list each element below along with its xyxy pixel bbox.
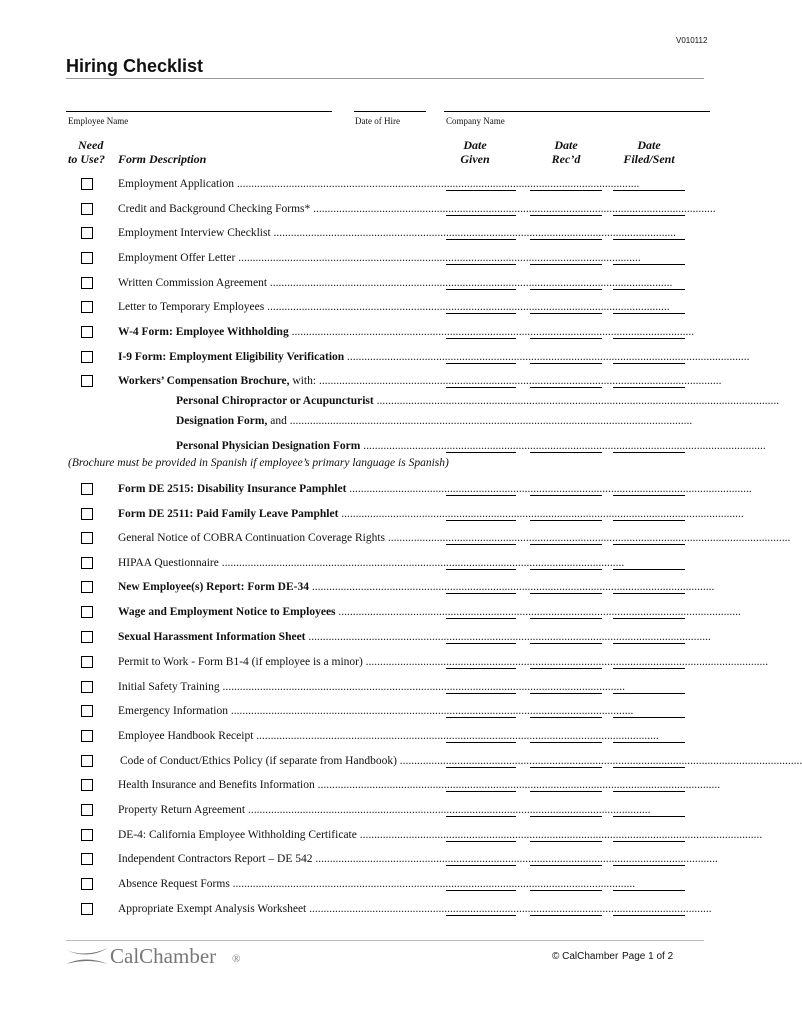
form-name: Independent Contractors Report – DE 542 <box>118 853 313 865</box>
form-name: Personal Chiropractor or Acupuncturist <box>176 395 374 407</box>
form-name: Workers’ Compensation Brochure, <box>118 375 290 387</box>
date-received-field[interactable] <box>530 569 602 570</box>
date-given-field[interactable] <box>446 593 516 594</box>
date-given-field[interactable] <box>446 338 516 339</box>
form-name: Designation Form, <box>176 415 268 427</box>
form-name: HIPAA Questionnaire <box>118 557 219 569</box>
date-filed-field[interactable] <box>613 313 685 314</box>
form-description: Absence Request Forms ............................................................................................................................................ <box>118 878 636 890</box>
form-description: W-4 Form: Employee Withholding ............................................................................................................................................ <box>118 326 695 338</box>
brochure-note: (Brochure must be provided in Spanish if employee’s primary language is Spanish) <box>68 457 449 469</box>
date-given-field[interactable] <box>446 495 516 496</box>
checklist-row <box>0 392 780 412</box>
form-name: New Employee(s) Report: Form DE-34 <box>118 581 309 593</box>
date-received-field[interactable] <box>530 495 602 496</box>
header-date-recd-1: Date <box>554 138 578 152</box>
form-name: Letter to Temporary Employees <box>118 301 265 313</box>
checklist-row <box>0 412 770 432</box>
date-received-field[interactable] <box>530 742 602 743</box>
date-received-field[interactable] <box>530 791 602 792</box>
checklist-row <box>0 727 770 747</box>
checklist-row <box>0 505 770 525</box>
checklist-row <box>0 554 770 574</box>
need-checkbox[interactable] <box>81 878 93 890</box>
checklist-row <box>0 274 770 294</box>
form-description: Code of Conduct/Ethics Policy (if separate from Handbook) ............................................................................................................................................ <box>120 755 802 767</box>
title-divider <box>66 78 704 79</box>
checklist-row <box>0 752 802 772</box>
date-received-field[interactable] <box>530 643 602 644</box>
form-description: Form DE 2515: Disability Insurance Pamphlet ............................................................................................................................................ <box>118 483 752 495</box>
header-form-description: Form Description <box>118 152 207 166</box>
company-name-field[interactable] <box>444 111 710 112</box>
date-received-field[interactable] <box>530 816 602 817</box>
need-checkbox[interactable] <box>81 532 93 544</box>
form-description: DE-4: California Employee Withholding Certificate ............................................................................................................................................ <box>118 829 763 841</box>
form-description: New Employee(s) Report: Form DE-34 ............................................................................................................................................ <box>118 581 715 593</box>
form-name: Form DE 2515: Disability Insurance Pamphlet <box>118 483 347 495</box>
need-checkbox[interactable] <box>81 606 93 618</box>
date-given-field[interactable] <box>446 264 516 265</box>
checklist-row <box>0 678 770 698</box>
date-filed-field[interactable] <box>613 495 685 496</box>
date-received-field[interactable] <box>530 387 602 388</box>
date-filed-field[interactable] <box>613 215 685 216</box>
date-filed-field[interactable] <box>613 520 685 521</box>
date-filed-field[interactable] <box>613 791 685 792</box>
date-filed-field[interactable] <box>613 239 685 240</box>
employee-name-field[interactable] <box>66 111 332 112</box>
date-received-field[interactable] <box>530 717 602 718</box>
date-received-field[interactable] <box>530 841 602 842</box>
date-filed-field[interactable] <box>613 742 685 743</box>
form-description: Appropriate Exempt Analysis Worksheet ............................................................................................................................................ <box>118 903 712 915</box>
date-filed-field[interactable] <box>613 693 685 694</box>
form-description: Independent Contractors Report – DE 542 ............................................................................................................................................ <box>118 853 718 865</box>
date-filed-field[interactable] <box>613 816 685 817</box>
date-given-field[interactable] <box>446 569 516 570</box>
date-received-field[interactable] <box>530 289 602 290</box>
need-checkbox[interactable] <box>81 351 93 363</box>
need-checkbox[interactable] <box>81 277 93 289</box>
date-given-field[interactable] <box>446 618 516 619</box>
form-description: General Notice of COBRA Continuation Coverage Rights ............................................................................................................................................ <box>118 532 791 544</box>
checklist-row <box>0 372 770 392</box>
page-number: Page 1 of 2 <box>622 951 674 962</box>
form-name: Wage and Employment Notice to Employees <box>118 606 336 618</box>
copyright-text: © CalChamber <box>552 951 619 962</box>
form-name: DE-4: California Employee Withholding Certificate <box>118 829 357 841</box>
date-given-field[interactable] <box>446 816 516 817</box>
form-description: I-9 Form: Employment Eligibility Verification ............................................................................................................................................ <box>118 351 750 363</box>
date-received-field[interactable] <box>530 190 602 191</box>
header-date-filed-2: Filed/Sent <box>623 152 675 166</box>
checklist-row <box>0 875 770 895</box>
date-given-field[interactable] <box>446 289 516 290</box>
date-given-field[interactable] <box>446 791 516 792</box>
need-checkbox[interactable] <box>81 730 93 742</box>
need-checkbox[interactable] <box>81 301 93 313</box>
checklist-row <box>0 603 770 623</box>
checklist-row <box>0 323 770 343</box>
need-checkbox[interactable] <box>81 853 93 865</box>
date-given-field[interactable] <box>446 313 516 314</box>
need-checkbox[interactable] <box>81 631 93 643</box>
form-name: W-4 Form: Employee Withholding <box>118 326 289 338</box>
form-description: Employment Application ............................................................................................................................................ <box>118 178 640 190</box>
form-name: Employee Handbook Receipt <box>118 730 254 742</box>
form-description: Letter to Temporary Employees ............................................................................................................................................ <box>118 301 670 313</box>
form-description: Designation Form, and ............................................................................................................................................ <box>176 415 693 427</box>
form-name-suffix: and <box>267 415 287 427</box>
checklist-row <box>0 224 770 244</box>
form-name: Code of Conduct/Ethics Policy (if separate from Handbook) <box>120 755 397 767</box>
version-code: V010112 <box>676 36 708 45</box>
form-name: Appropriate Exempt Analysis Worksheet <box>118 903 307 915</box>
need-checkbox[interactable] <box>81 656 93 668</box>
date-received-field[interactable] <box>530 865 602 866</box>
checklist-row <box>0 200 770 220</box>
need-checkbox[interactable] <box>81 804 93 816</box>
date-received-field[interactable] <box>530 363 602 364</box>
date-received-field[interactable] <box>530 668 602 669</box>
checklist-row <box>0 628 770 648</box>
form-name: Initial Safety Training <box>118 681 220 693</box>
form-name: Sexual Harassment Information Sheet <box>118 631 306 643</box>
date-filed-field[interactable] <box>613 890 685 891</box>
checklist-row <box>0 578 770 598</box>
form-description: Form DE 2511: Paid Family Leave Pamphlet ............................................................................................................................................ <box>118 508 744 520</box>
header-date-given-1: Date <box>463 138 487 152</box>
date-received-field[interactable] <box>530 452 602 453</box>
date-given-field[interactable] <box>446 643 516 644</box>
checklist-row <box>0 776 770 796</box>
date-filed-field[interactable] <box>613 387 685 388</box>
form-name: Employment Application <box>118 178 234 190</box>
form-description: HIPAA Questionnaire ............................................................................................................................................ <box>118 557 625 569</box>
date-given-field[interactable] <box>446 215 516 216</box>
header-to-use: to Use? <box>68 152 105 166</box>
form-name: Employment Interview Checklist <box>118 227 271 239</box>
date-received-field[interactable] <box>530 767 602 768</box>
date-received-field[interactable] <box>530 693 602 694</box>
date-of-hire-label: Date of Hire <box>355 116 400 126</box>
date-filed-field[interactable] <box>613 264 685 265</box>
date-filed-field[interactable] <box>613 915 685 916</box>
header-need: Need <box>78 138 104 152</box>
date-given-field[interactable] <box>446 452 516 453</box>
date-filed-field[interactable] <box>613 569 685 570</box>
date-received-field[interactable] <box>530 890 602 891</box>
form-description: Employment Interview Checklist ............................................................................................................................................ <box>118 227 677 239</box>
date-given-field[interactable] <box>446 668 516 669</box>
date-received-field[interactable] <box>530 215 602 216</box>
date-received-field[interactable] <box>530 915 602 916</box>
need-checkbox[interactable] <box>81 903 93 915</box>
form-name: Health Insurance and Benefits Information <box>118 779 315 791</box>
date-given-field[interactable] <box>446 190 516 191</box>
form-name: Permit to Work - Form B1-4 (if employee is a minor) <box>118 656 363 668</box>
form-name-suffix: with: <box>289 375 317 387</box>
need-checkbox[interactable] <box>81 705 93 717</box>
checklist-row <box>0 850 770 870</box>
date-of-hire-field[interactable] <box>354 111 426 112</box>
checklist-row <box>0 529 791 549</box>
date-filed-field[interactable] <box>613 717 685 718</box>
need-checkbox[interactable] <box>81 755 93 767</box>
form-description: Emergency Information ............................................................................................................................................ <box>118 705 634 717</box>
need-checkbox[interactable] <box>81 779 93 791</box>
form-name: I-9 Form: Employment Eligibility Verification <box>118 351 345 363</box>
header-date-given-2: Given <box>460 152 490 166</box>
calchamber-logo <box>66 944 256 970</box>
form-description: Initial Safety Training ............................................................................................................................................ <box>118 681 625 693</box>
form-description: Employee Handbook Receipt ............................................................................................................................................ <box>118 730 659 742</box>
need-checkbox[interactable] <box>81 581 93 593</box>
date-received-field[interactable] <box>530 239 602 240</box>
need-checkbox[interactable] <box>81 178 93 190</box>
date-filed-field[interactable] <box>613 643 685 644</box>
form-description: Employment Offer Letter ............................................................................................................................................ <box>118 252 641 264</box>
form-description: Personal Chiropractor or Acupuncturist ............................................................................................................................................ <box>176 395 780 407</box>
checklist-row <box>0 900 770 920</box>
header-date-recd-2: Rec’d <box>551 152 581 166</box>
checklist-row <box>0 298 770 318</box>
need-checkbox[interactable] <box>81 326 93 338</box>
date-received-field[interactable] <box>530 338 602 339</box>
date-given-field[interactable] <box>446 742 516 743</box>
checklist-row <box>0 348 770 368</box>
date-filed-field[interactable] <box>613 338 685 339</box>
date-given-field[interactable] <box>446 890 516 891</box>
date-given-field[interactable] <box>446 841 516 842</box>
date-filed-field[interactable] <box>613 452 685 453</box>
date-filed-field[interactable] <box>613 289 685 290</box>
need-checkbox[interactable] <box>81 252 93 264</box>
calchamber-swoosh-icon <box>66 944 108 968</box>
date-filed-field[interactable] <box>613 593 685 594</box>
date-given-field[interactable] <box>446 865 516 866</box>
date-given-field[interactable] <box>446 544 516 545</box>
need-checkbox[interactable] <box>81 508 93 520</box>
form-name: Employment Offer Letter <box>118 252 236 264</box>
page-title: Hiring Checklist <box>66 56 204 76</box>
form-description: Sexual Harassment Information Sheet ............................................................................................................................................ <box>118 631 711 643</box>
form-name: Property Return Agreement <box>118 804 246 816</box>
date-filed-field[interactable] <box>613 668 685 669</box>
checklist-row <box>0 653 770 673</box>
form-name: Form DE 2511: Paid Family Leave Pamphlet <box>118 508 339 520</box>
checklist-row <box>0 826 770 846</box>
checklist-row <box>0 801 770 821</box>
date-given-field[interactable] <box>446 387 516 388</box>
need-checkbox[interactable] <box>81 557 93 569</box>
need-checkbox[interactable] <box>81 829 93 841</box>
header-date-filed-1: Date <box>637 138 661 152</box>
date-given-field[interactable] <box>446 767 516 768</box>
form-description: Personal Physician Designation Form ............................................................................................................................................ <box>176 440 766 452</box>
need-checkbox[interactable] <box>81 681 93 693</box>
date-given-field[interactable] <box>446 915 516 916</box>
date-received-field[interactable] <box>530 264 602 265</box>
need-checkbox[interactable] <box>81 375 93 387</box>
need-checkbox[interactable] <box>81 227 93 239</box>
form-description: Permit to Work - Form B1-4 (if employee is a minor) ............................................................................................................................................ <box>118 656 769 668</box>
form-name: General Notice of COBRA Continuation Coverage Rights <box>118 532 386 544</box>
logo-text: CalChamber <box>110 944 217 968</box>
date-given-field[interactable] <box>446 693 516 694</box>
form-name: Credit and Background Checking Forms* <box>118 203 311 215</box>
date-received-field[interactable] <box>530 544 602 545</box>
date-filed-field[interactable] <box>613 190 685 191</box>
form-description: Property Return Agreement ............................................................................................................................................ <box>118 804 651 816</box>
date-given-field[interactable] <box>446 239 516 240</box>
need-checkbox[interactable] <box>81 483 93 495</box>
need-checkbox[interactable] <box>81 203 93 215</box>
checklist-row <box>0 702 770 722</box>
date-received-field[interactable] <box>530 593 602 594</box>
form-description: Health Insurance and Benefits Information ............................................................................................................................................ <box>118 779 721 791</box>
date-filed-field[interactable] <box>613 841 685 842</box>
checklist-row <box>0 249 770 269</box>
form-name: Emergency Information <box>118 705 228 717</box>
date-filed-field[interactable] <box>613 363 685 364</box>
date-given-field[interactable] <box>446 520 516 521</box>
form-name: Personal Physician Designation Form <box>176 440 361 452</box>
date-filed-field[interactable] <box>613 767 685 768</box>
date-given-field[interactable] <box>446 363 516 364</box>
date-filed-field[interactable] <box>613 544 685 545</box>
date-received-field[interactable] <box>530 618 602 619</box>
date-received-field[interactable] <box>530 520 602 521</box>
form-name: Written Commission Agreement <box>118 277 268 289</box>
footer-divider <box>66 940 704 941</box>
checklist-row <box>0 480 770 500</box>
form-name: Absence Request Forms <box>118 878 230 890</box>
form-description: Credit and Background Checking Forms* ............................................................................................................................................ <box>118 203 716 215</box>
form-description: Written Commission Agreement ............................................................................................................................................ <box>118 277 673 289</box>
date-filed-field[interactable] <box>613 618 685 619</box>
form-description: Wage and Employment Notice to Employees ............................................................................................................................................ <box>118 606 741 618</box>
date-filed-field[interactable] <box>613 865 685 866</box>
employee-name-label: Employee Name <box>68 116 129 126</box>
date-given-field[interactable] <box>446 717 516 718</box>
checklist-row <box>0 175 770 195</box>
logo-registered-mark: ® <box>232 953 241 965</box>
form-description: Workers’ Compensation Brochure, with: ............................................................................................................................................ <box>118 375 722 387</box>
date-received-field[interactable] <box>530 313 602 314</box>
checklist-row <box>0 437 770 457</box>
company-name-label: Company Name <box>446 116 505 126</box>
